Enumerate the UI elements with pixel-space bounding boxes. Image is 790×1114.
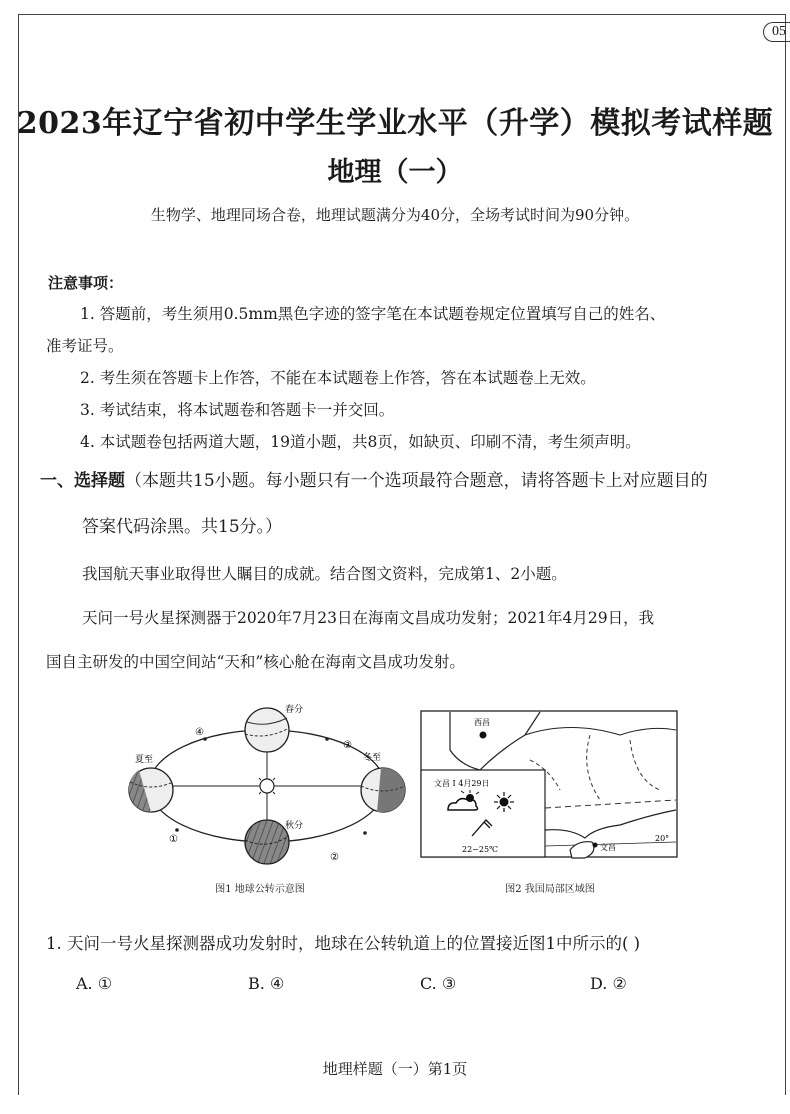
label-autumn: 秋分 <box>285 821 304 831</box>
passage-line-2: 国自主研发的中国空间站“天和”核心舱在海南文昌成功发射。 <box>46 653 465 671</box>
option-label: C. <box>420 974 437 993</box>
figure1-caption: 图1 地球公转示意图 <box>215 884 305 895</box>
city-xichang: 西昌 <box>474 718 490 727</box>
figure2-map <box>420 710 680 860</box>
section1-heading-line <box>40 466 708 491</box>
option-value: ③ <box>441 974 457 993</box>
label-winter: 冬至 <box>363 753 382 763</box>
notice-item-1: 1. 答题前，考生须用0.5mm黑色字迹的签字笔在本试题卷规定位置填写自己的姓名、 <box>80 305 666 323</box>
label-pos1: ① <box>169 834 178 845</box>
question1-option-d[interactable] <box>590 974 627 993</box>
option-value: ④ <box>269 974 285 993</box>
question1-option-c[interactable] <box>420 974 456 993</box>
figure1-orbit-diagram <box>125 700 410 870</box>
exam-note: 生物学、地理同场合卷，地理试题满分为40分，全场考试时间为90分钟。 <box>150 206 640 224</box>
notice-item-1-cont: 准考证号。 <box>46 337 124 355</box>
weather-inset <box>421 770 545 857</box>
section1-intro: 我国航天事业取得世人瞩目的成就。结合图文资料，完成第1、2小题。 <box>82 565 567 583</box>
notice-item-2: 2. 考生须在答题卡上作答，不能在本试题卷上作答，答在本试题卷上无效。 <box>80 369 596 387</box>
notice-item-4: 4. 本试题卷包括两道大题，19道小题，共8页，如缺页、印刷不清，考生须声明。 <box>80 433 641 451</box>
exam-title: 2023年辽宁省初中学生学业水平（升学）模拟考试样题 <box>16 106 774 141</box>
paper-code-badge: 05 <box>763 22 790 42</box>
question1-option-a[interactable] <box>76 974 112 993</box>
question1-stem: 1. 天问一号火星探测器成功发射时，地球在公转轨道上的位置接近图1中所示的( ) <box>46 934 641 953</box>
option-label: A. <box>76 974 93 993</box>
earth-summer-solstice <box>129 768 173 812</box>
option-label: B. <box>248 974 265 993</box>
latitude-label: 20° <box>655 834 670 843</box>
wenchang-point <box>593 843 598 848</box>
section1-instructions: （本题共15小题。每小题只有一个选项最符合题意，请将答题卡上对应题目的 <box>125 471 708 491</box>
sunny-icon <box>494 792 514 812</box>
section1-heading: 一、选择题 <box>40 471 125 491</box>
page-footer: 地理样题（一）第1页 <box>322 1060 468 1078</box>
label-spring: 春分 <box>285 705 304 715</box>
passage-line-1: 天问一号火星探测器于2020年7月23日在海南文昌成功发射；2021年4月29日，我 <box>82 609 655 627</box>
label-summer: 夏至 <box>135 755 154 765</box>
notice-item-3: 3. 考试结束，将本试题卷和答题卡一并交回。 <box>80 401 395 419</box>
question1-option-b[interactable] <box>248 974 284 993</box>
earth-autumn-equinox <box>245 820 289 864</box>
earth-spring-equinox <box>245 708 289 752</box>
option-label: D. <box>590 974 608 993</box>
figure2-caption: 图2 我国局部区域图 <box>505 884 595 895</box>
earth-winter-solstice <box>361 768 405 812</box>
option-value: ② <box>612 974 627 993</box>
option-value: ① <box>97 974 113 993</box>
notice-heading: 注意事项： <box>48 274 124 292</box>
section1-instructions-cont: 答案代码涂黑。共15分。） <box>82 517 283 537</box>
weather-temp: 22~25℃ <box>462 845 499 854</box>
city-wenchang: 文昌 <box>600 843 616 852</box>
weather-header: 文昌 Ⅰ 4月29日 <box>434 779 490 788</box>
label-pos3: ③ <box>343 740 352 751</box>
exam-subtitle: 地理（一） <box>327 157 463 188</box>
xichang-point <box>480 732 487 739</box>
label-pos2: ② <box>330 852 339 863</box>
label-pos4: ④ <box>195 727 204 738</box>
